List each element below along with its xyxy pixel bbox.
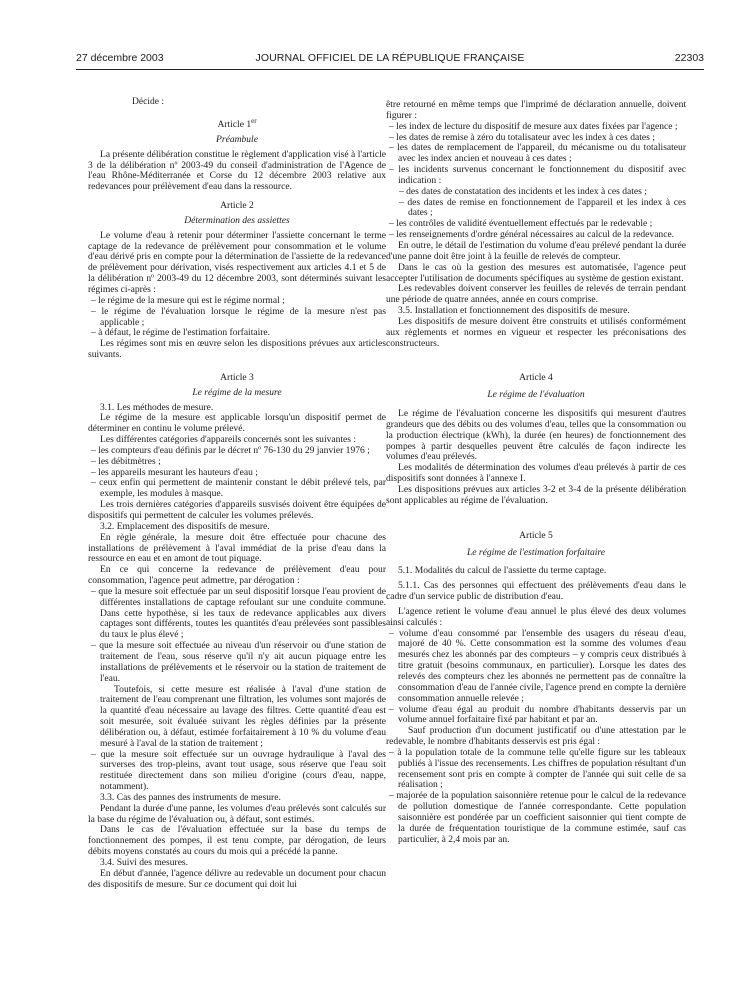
section-heading: 3.5. Installation et fonctionnement des dispositifs de mesure. [398, 305, 630, 317]
section-heading: 3.4. Suivi des mesures. [100, 857, 189, 869]
paragraph: Pendant la durée d'une panne, les volumes d'eau prélevés sont calculés sur la base du régime de l'évaluation ou, à défaut, sont estimés. [88, 802, 386, 825]
paragraph: Les dispositifs de mesure doivent être construits et utilisés conformément aux règlements et normes en vigueur et respecter les préconisations des constructeurs. [386, 315, 686, 349]
paragraph: Les dispositions prévues aux articles 3-2 et 3-4 de la présente délibération sont applicables au régime de l'évaluation. [386, 484, 686, 506]
list-item: – le régime de l'évaluation lorsque le régime de la mesure n'est pas applicable ; [91, 305, 386, 328]
list-item: – que la mesure soit effectuée sur un ouvrage hydraulique à l'aval des surverses des trop-pleins, avant tout usage, sous réserve que l'eau soit restituée directement dans son milieu d'origine (cours d'eau, nappe, notamment). [91, 748, 386, 793]
list-item: – les compteurs d'eau définis par le décret nº 76-130 du 29 janvier 1976 ; [91, 444, 370, 456]
paragraph: En règle générale, la mesure doit être effectuée pour chacune des installations de prélèvement à l'aval immédiat de la prise d'eau dans la ressource en eau et en amont de tout piquage. [88, 531, 386, 565]
list-item: – les appareils mesurant les hauteurs d'eau ; [91, 466, 258, 478]
header-page-number: 22303 [674, 52, 704, 64]
section-heading: 3.3. Cas des pannes des instruments de mesure. [100, 791, 281, 803]
article-3-subtitle: Le régime de la mesure [192, 386, 282, 398]
list-item: – les dates de remplacement de l'appareil, du mécanisme ou du totalisateur avec les index ancien et nouveau à ces dates ; [389, 142, 686, 165]
header-title: JOURNAL OFFICIEL DE LA RÉPUBLIQUE FRANÇAISE [255, 52, 525, 64]
paragraph: En outre, le détail de l'estimation du volume d'eau prélevé pendant la durée d'une panne doit être joint à la feuille de relevés de compteur. [386, 239, 686, 262]
header-date: 27 décembre 2003 [76, 52, 164, 64]
paragraph: En ce qui concerne la redevance de prélèvement d'eau pour consommation, l'agence peut admettre, par dérogation : [88, 564, 386, 587]
section-heading: 5.1.1. Cas des personnes qui effectuent des prélèvements d'eau dans le cadre d'un service public de distribution d'eau. [386, 580, 686, 603]
list-item: – les index de lecture du dispositif de mesure aux dates fixées par l'agence ; [389, 120, 678, 132]
list-item: – les contrôles de validité éventuellement effectués par le redevable ; [389, 218, 653, 230]
paragraph: Toutefois, si cette mesure est réalisée à l'aval d'une station de traitement de l'eau comprenant une filtration, les volumes sont majorés de la quantité d'eau nécessaire au lavage des filtres. Cette quantité d'eau est soit mesurée, soit évaluée suivant les règles définies par la présente délibération ou, à défaut, estimée forfaitairement à 10 % du volume d'eau mesuré à l'aval de la station de traitement ; [100, 683, 386, 749]
list-item: – les incidents survenus concernant le fonctionnement du dispositif avec indication : [389, 164, 686, 186]
paragraph: être retourné en même temps que l'imprimé de déclaration annuelle, doivent figurer : [386, 99, 686, 121]
list-item: – le régime de la mesure qui est le régime normal ; [91, 294, 285, 306]
paragraph: Les trois dernières catégories d'appareils susvisés doivent être équipées de dispositifs qui permettent de calculer les volumes prélevés. [88, 499, 386, 522]
article-2-title: Article 2 [220, 200, 254, 212]
paragraph: L'agence retient le volume d'eau annuel le plus élevé des deux volumes ainsi calculés : [386, 605, 686, 628]
article-3-title: Article 3 [220, 371, 254, 383]
paragraph: Sauf production d'un document justificatif ou d'une attestation par le redevable, le nombre d'habitants desservis est pris égal : [386, 725, 686, 748]
decide-text: Décide : [132, 96, 165, 107]
article-2-subtitle: Détermination des assiettes [184, 214, 290, 226]
paragraph: Le régime de l'évaluation concerne les dispositifs qui mesurent d'autres grandeurs que des débits ou des volumes d'eau, telles que la consommation ou la production électrique (kWh), la durée (en heures) de fonctionnement des pompes à partir desquelles peuvent être calculés de façon indirecte les volumes d'eau prélevés. [386, 408, 686, 463]
list-item: – que la mesure soit effectuée par un seul dispositif lorsque l'eau provient de différentes installations de captage refoulant sur une conduite commune. Dans cette hypothèse, si les taux de redevance applicables aux divers captages sont différents, toutes les quantités d'eau prélevées sont passibles du taux le plus élevé ; [91, 585, 386, 641]
article-5-subtitle: Le régime de l'estimation forfaitaire [467, 546, 605, 558]
paragraph: Les différentes catégories d'appareils concernés sont les suivantes : [100, 434, 357, 446]
paragraph: La présente délibération constitue le règlement d'application visé à l'article 3 de la délibération nº 2003-49 du conseil d'administration de l'Agence de l'eau Rhône-Méditerranée et Corse du 12 décembre 2003 relative aux redevances pour prélèvement d'eau dans la ressource. [88, 148, 386, 193]
list-item: – les renseignements d'ordre général nécessaires au calcul de la redevance. [389, 229, 675, 241]
list-item: – des dates de remise en fonctionnement de l'appareil et les index à ces dates ; [399, 196, 686, 219]
article-5-title: Article 5 [519, 529, 553, 541]
list-item: – à la population totale de la commune telle qu'elle figure sur les tableaux publiés à l'issue des recensements. Les chiffres de population résultant d'un recensement sont pris en compte à compter de l'année qui suit celle de sa réalisation ; [389, 746, 686, 791]
list-item: – ceux enfin qui permettent de maintenir constant le débit prélevé tels, par exemple, les modules à masque. [91, 477, 386, 500]
paragraph: En début d'année, l'agence délivre au redevable un document pour chacun des dispositifs de mesure. Sur ce document qui doit lui [88, 867, 386, 890]
list-item: – des dates de constatation des incidents et les index à ces dates ; [399, 185, 647, 197]
list-item: – que la mesure soit effectuée au niveau d'un réservoir ou d'une station de traitement de l'eau, sous réserve qu'il n'y ait aucun piquage entre les installations de prélèvements et le réservoir ou la station de traitement de l'eau. [91, 640, 386, 684]
section-heading: 3.1. Les méthodes de mesure. [100, 401, 214, 413]
paragraph: Les modalités de détermination des volumes d'eau prélevés à partir de ces dispositifs sont données à l'annexe I. [386, 462, 686, 485]
paragraph: Le volume d'eau à retenir pour déterminer l'assiette concernant le terme captage de la redevance de prélèvement pour consommation et le volume d'eau dérivé pris en compte pour la détermination de l'assiette de la redevance de prélèvement pour dérivation, visés respectivement aux articles 4.1 et 5 de la délibération nº 2003-49 du 12 décembre 2003, sont déterminés suivant les régimes ci-après : [88, 229, 386, 295]
paragraph: Dans le cas où la gestion des mesures est automatisée, l'agence peut accepter l'utilisation de documents spécifiques au système de gestion existant. [386, 261, 686, 284]
article-1-title: Article 1er [217, 116, 257, 131]
page-header [76, 52, 704, 68]
paragraph: Le régime de la mesure est applicable lorsqu'un dispositif permet de déterminer en continu le volume prélevé. [88, 412, 386, 435]
list-item: – à défaut, le régime de l'estimation forfaitaire. [91, 327, 271, 339]
list-item: – volume d'eau consommé par l'ensemble des usagers du réseau d'eau, majoré de 40 %. Cette consommation est la somme des volumes d'eau mesurés chez les abonnés par des compteurs – y compris ceux distribués à titre gratuit (besoins communaux, en particulier). Lorsque les dates des relevés des compteurs chez les abonnés ne permettent pas de connaître la consommation d'eau de l'année civile, l'agence prend en compte la dernière consommation annuelle relevée ; [389, 627, 686, 704]
paragraph: Les redevables doivent conserver les feuilles de relevés de terrain pendant une période de quatre années, année en cours comprise. [386, 283, 686, 306]
article-4-title: Article 4 [519, 372, 553, 384]
paragraph: Les régimes sont mis en œuvre selon les dispositions prévues aux articles suivants. [88, 338, 386, 361]
header-rule [76, 69, 704, 70]
list-item: – les dates de remise à zéro du totalisateur avec les index à ces dates ; [389, 131, 655, 143]
left-column [88, 97, 386, 891]
section-heading: 3.2. Emplacement des dispositifs de mesure. [100, 520, 270, 532]
right-column [386, 100, 686, 845]
article-1-subtitle: Préambule [216, 133, 258, 145]
list-item: – les débitmètres ; [91, 455, 161, 467]
paragraph: Dans le cas de l'évaluation effectuée sur la base du temps de fonctionnement des pompes, il est tenu compte, par dérogation, de leurs débits moyens constatés au cours du mois qui a précédé la panne. [88, 824, 386, 858]
article-4-subtitle: Le régime de l'évaluation [487, 389, 585, 401]
list-item: – volume d'eau égal au produit du nombre d'habitants desservis par un volume annuel forfaitaire fixé par habitant et par an. [389, 703, 686, 726]
section-heading: 5.1. Modalités du calcul de l'assiette du terme captage. [398, 565, 607, 577]
list-item: – majorée de la population saisonnière retenue pour le calcul de la redevance de pollution domestique de l'année correspondante. Cette population saisonnière est pondérée par un coefficient saisonnier qui tient compte de la durée de fréquentation touristique de la commune estimée, sauf cas particulier, à 2,4 mois par an. [389, 790, 686, 845]
